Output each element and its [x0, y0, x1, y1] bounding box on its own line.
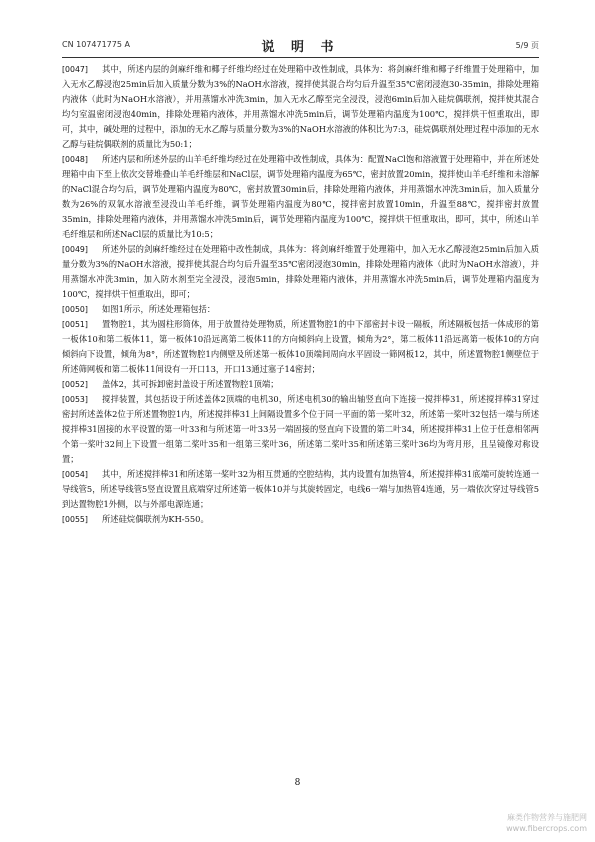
- paragraph-text: 所述硅烷偶联剂为KH-550。: [102, 514, 209, 524]
- page-info: 5/9 页: [515, 41, 539, 50]
- page-header: [62, 36, 539, 54]
- document-body: [62, 62, 539, 527]
- paragraph-number: [0051]: [62, 320, 88, 329]
- paragraph-0049: [62, 242, 539, 302]
- paragraph-number: [0052]: [62, 380, 88, 389]
- paragraph-text: 所述外层的剑麻纤维经过在处理箱中改性制成，具体为：将剑麻纤维置于处理箱中，加入无水乙醇浸泡25min后加入质量分数为3%的NaOH水溶液，搅拌使其混合均匀后升温至35℃密闭浸泡30min，排除处理箱内液体（此时为NaOH水溶液），并用蒸馏水冲洗3min，加入防水剂至完全浸没，浸泡5min，排除处理箱内液体，并用蒸馏水冲洗5min后，调节处理箱内温度为100℃，搅拌烘干恒重取出，即可；: [62, 244, 539, 299]
- paragraph-number: [0048]: [62, 155, 88, 164]
- header-rule: [62, 57, 539, 58]
- paragraph-0055: [62, 512, 539, 527]
- paragraph-0054: [62, 467, 539, 512]
- paragraph-text: 盖体2，其可拆卸密封盖设于所述置物腔1顶端；: [102, 379, 279, 389]
- watermark-title: 麻类作物营养与施肥网: [507, 813, 587, 822]
- paragraph-text: 其中，所述内层的剑麻纤维和椰子纤维均经过在处理箱中改性制成，具体为：将剑麻纤维和椰子纤维置于处理箱中，加入无水乙醇浸泡25min后加入质量分数为3%的NaOH水溶液，搅拌使其混合均匀后升温至35℃密闭浸泡30-35min，排除处理箱内液体（此时为NaOH水溶液），并用蒸馏水冲洗3min，加入无水乙醇至完全浸没，浸泡6min后加入硅烷偶联剂，搅拌使其混合均匀室温密闭浸泡40min，排除处理箱内液体，并用蒸馏水冲洗5min后，调节处理箱内温度为100℃，搅拌烘干恒重取出，即可，其中，碱处理的过程中，添加的无水乙醇与质量分数为3%的NaOH水溶液的体积比为7:3，硅烷偶联剂处理过程中添加的无水乙醇与硅烷偶联剂的质量比为50:1；: [62, 64, 539, 149]
- document-title: 说 明 书: [261, 40, 340, 55]
- watermark: [457, 812, 587, 834]
- watermark-url: www.fibercrops.com: [506, 824, 587, 833]
- paragraph-text: 所述内层和所述外层的山羊毛纤维均经过在处理箱中改性制成，具体为：配置NaCl饱和溶液置于处理箱中，并在所述处理箱中由下至上依次交替堆叠山羊毛纤维层和NaCl层，调节处理箱内温度为65℃，密封放置20min，搅拌使山羊毛纤维和未溶解的NaCl混合均匀后，调节处理箱内温度为80℃，密封放置30min后，排除处理箱内液体，并用蒸馏水冲洗3min后，加入质量分数为26%的双氧水溶液至浸没山羊毛纤维，调节处理箱内温度为80℃，搅拌密封放置10min，升温至88℃，搅拌密封放置35min，排除处理箱内液体，并用蒸馏水冲洗5min后，调节处理箱内温度为100℃，搅拌烘干恒重取出，即可，其中，所述山羊毛纤维层和所述NaCl层的质量比为10:5；: [62, 154, 539, 239]
- paragraph-0050: [62, 302, 539, 317]
- paragraph-number: [0053]: [62, 395, 88, 404]
- paragraph-0052: [62, 377, 539, 392]
- paragraph-text: 搅拌装置，其包括设于所述盖体2顶端的电机30，所述电机30的输出轴竖直向下连接一搅拌棒31，所述搅拌棒31穿过密封所述盖体2位于所述置物腔1内，所述搅拌棒31上间隔设置多个位于同一平面的第一桨叶32，所述第一桨叶32包括一端与所述搅拌棒31固接的水平设置的第一叶33和与所述第一叶33另一端固接的竖直向下设置的第二叶34，所述搅拌棒31上位于任意相邻两个第一桨叶32间上下设置一组第二桨叶35和一组第三桨叶36，所述第二桨叶35和所述第三桨叶36均为弯月形，且呈镜像对称设置；: [62, 394, 539, 464]
- paragraph-0053: [62, 392, 539, 467]
- paragraph-0048: [62, 152, 539, 242]
- paragraph-text: 如图1所示，所述处理箱包括：: [102, 304, 216, 314]
- paragraph-text: 置物腔1，其为圆柱形筒体，用于放置待处理物质，所述置物腔1的中下部密封卡设一隔板，所述隔板包括一体成形的第一板体10和第二板体11，第一板体10沿远离第二板体11的方向倾斜向上设置，倾角为2°，第二板体11沿远离第一板体10的方向倾斜向下设置，倾角为8°，所述置物腔1内侧壁及所述第一板体10顶端间周向水平固设一筛网板12，其中，所述置物腔1侧壁位于所述筛网板和第二板体11间设有一开口13，开口13通过塞子14密封；: [62, 319, 539, 374]
- paragraph-0051: [62, 317, 539, 377]
- paragraph-number: [0050]: [62, 305, 88, 314]
- paragraph-text: 其中，所述搅拌棒31和所述第一桨叶32为相互贯通的空腔结构，其内设置有加热管4，所述搅拌棒31底端可旋转连通一导线管5，所述导线管5竖直设置且底端穿过所述第一板体10并与其旋转固定，电线6一端与加热管4连通，另一端依次穿过导线管5到达置物腔1外侧，以与外部电源连通；: [62, 469, 539, 509]
- patent-number: CN 107471775 A: [62, 40, 130, 49]
- paragraph-number: [0054]: [62, 470, 88, 479]
- paragraph-number: [0047]: [62, 65, 88, 74]
- paragraph-0047: [62, 62, 539, 152]
- page-number: 8: [294, 778, 301, 788]
- paragraph-number: [0055]: [62, 515, 88, 524]
- paragraph-number: [0049]: [62, 245, 88, 254]
